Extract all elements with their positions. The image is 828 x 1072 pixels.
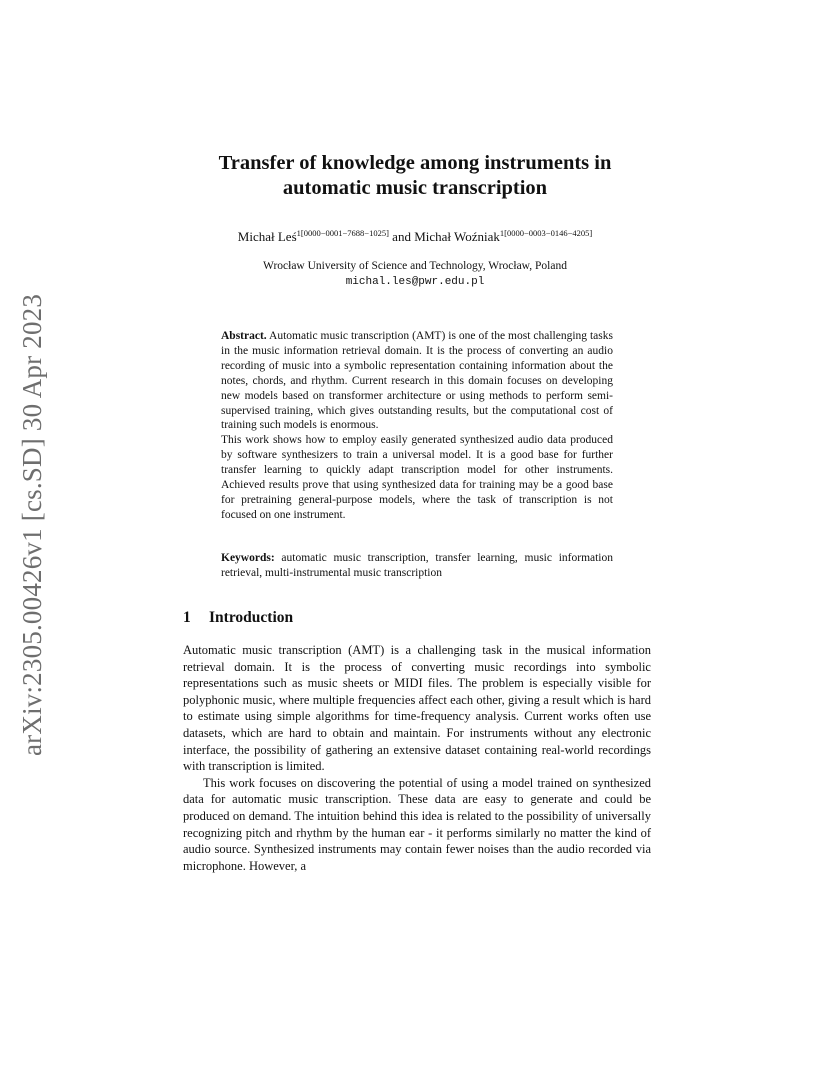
abstract-paragraph-1 (221, 329, 613, 433)
author-list (130, 228, 700, 246)
section-heading-introduction (183, 608, 293, 628)
paper-title (150, 151, 680, 201)
intro-paragraph-2: This work focuses on discovering the potential of using a model trained on synthesized data for automatic music transcription. These data are easy to generate and could be produced on demand. The intuition behind this idea is related to the possibility of universally recognizing pitch and rhythm by the human ear - it performs similarly no matter the kind of audio source. Synthesized instruments may contain fewer noises than the audio recorded via microphone. However, a (183, 775, 651, 873)
section-number: 1 (183, 609, 191, 626)
abstract-text-1: Automatic music transcription (AMT) is one of the most challenging tasks in the music information retrieval domain. It is the process of converting an audio recording of music into a symbolic representation containing information about the notes, chords, and rhythm. Current research in this domain focuses on developing new models based on transformer architecture or using methods to perform semi-supervised training, which gives outstanding results, but the computational cost of training such models is enormous. (221, 330, 613, 432)
author-orcid-1: [0000−0001−7688−1025] (300, 228, 389, 238)
keywords-text: automatic music transcription, transfer learning, music information retrieval, multi-instrumental music transcription (221, 552, 614, 579)
abstract-paragraph-2: This work shows how to employ easily generated synthesized audio data produced by software synthesizers to train a universal model. It is a good base for further transfer learning to quickly adapt transcription model for other instruments. Achieved results prove that using synthesized data for training may be a good base for pretraining general-purpose models, where the task of transcription is not focused on one instrument. (221, 434, 613, 521)
keywords-label: Keywords: (221, 552, 275, 564)
keywords-block (221, 551, 613, 581)
author-affil-2: 1 (499, 228, 505, 238)
author-conjunction: and (392, 229, 411, 244)
author-email: michal.les@pwr.edu.pl (345, 276, 485, 288)
arxiv-identifier-stamp: arXiv:2305.00426v1 [cs.SD] 30 Apr 2023 (17, 293, 47, 756)
author-orcid-2: [0000−0003−0146−4205] (504, 228, 593, 238)
section-title: Introduction (209, 609, 294, 626)
title-line-2: automatic music transcription (282, 177, 548, 199)
title-line-1: Transfer of knowledge among instruments in (218, 152, 612, 174)
author-affil-1: 1 (296, 228, 301, 238)
author-name-2: Michał Woźniak (414, 229, 500, 244)
abstract-label: Abstract. (221, 330, 267, 342)
intro-paragraph-1: Automatic music transcription (AMT) is a challenging task in the musical information retrieval domain. It is the process of converting music recordings into symbolic representations such as music sheets or MIDI files. The problem is especially visible for polyphonic music, where multiple frequencies affect each other, giving a result which is hard to estimate using simple algorithms for time-frequency analysis. Current works often use datasets, which are hard to obtain and maintain. For instruments without any electronic interface, the possibility of gathering an extensive dataset containing real-world recordings with transcription is limited. (183, 643, 651, 774)
author-name-1: Michał Leś (237, 229, 297, 244)
introduction-body (183, 642, 651, 874)
affiliation: Wrocław University of Science and Technology, Wrocław, Poland (263, 260, 567, 272)
abstract-block (221, 329, 613, 523)
